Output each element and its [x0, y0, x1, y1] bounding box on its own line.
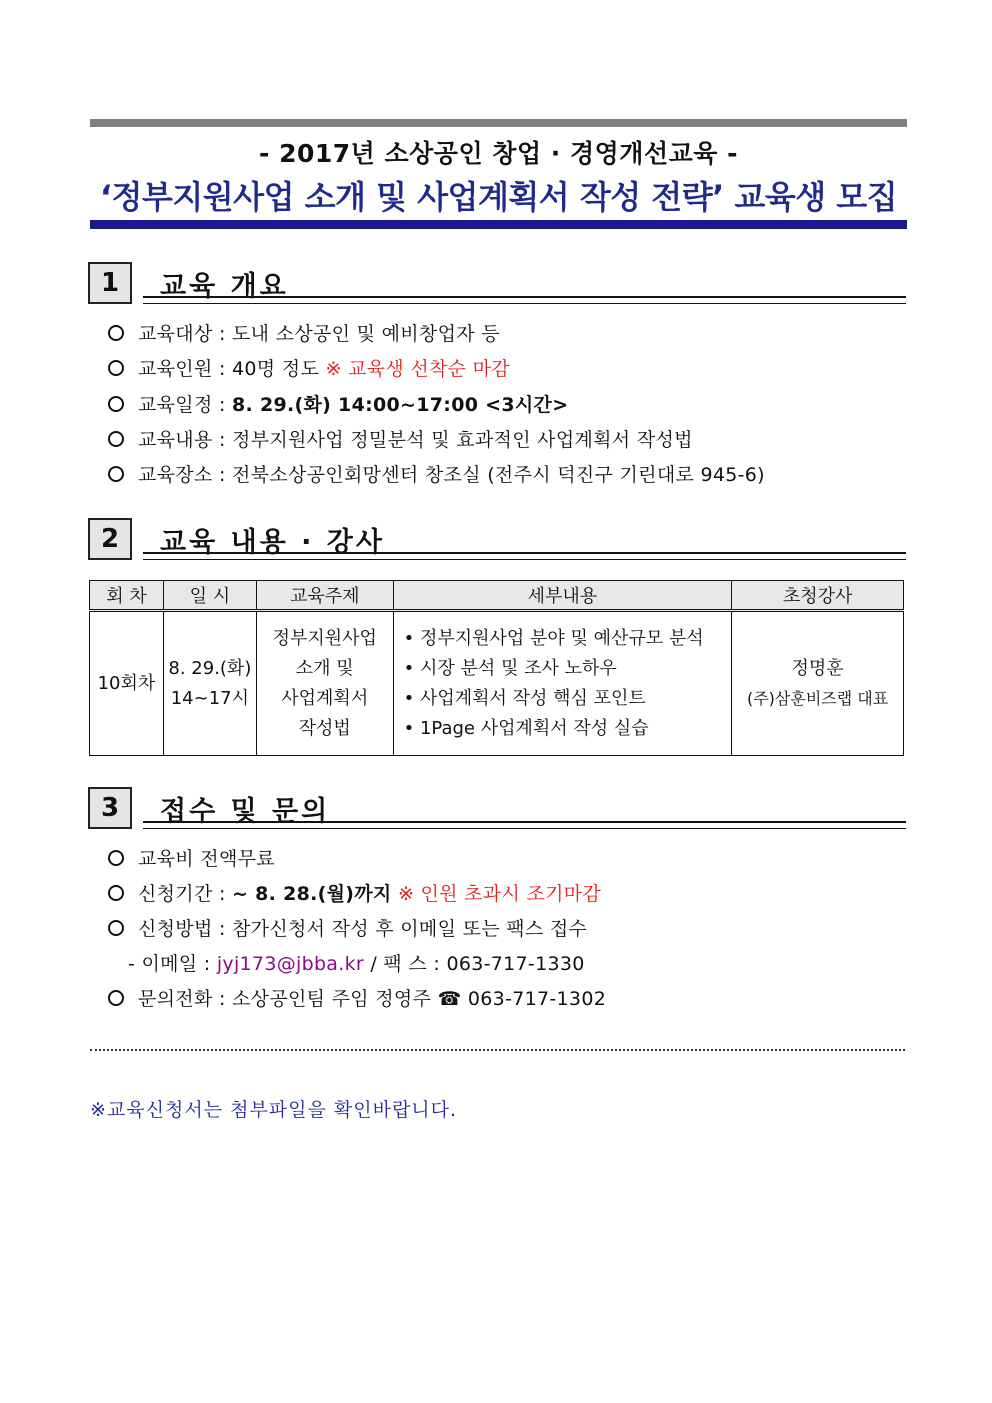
item-label: 문의전화 — [138, 988, 213, 1010]
circle-bullet-icon — [108, 360, 124, 376]
cell-date: 8. 29.(화) — [168, 657, 252, 679]
email-fax-item — [128, 949, 585, 976]
dotted-divider — [90, 1049, 905, 1051]
circle-bullet-icon — [108, 920, 124, 936]
cell-details — [393, 611, 732, 756]
section-3-header — [88, 787, 906, 829]
item-label: 교육대상 — [138, 323, 213, 345]
item-label: 신청기간 — [138, 883, 213, 905]
header-session: 회 차 — [90, 581, 164, 611]
detail-line: • 시장 분석 및 조사 노하우 — [403, 657, 617, 679]
table-row — [90, 611, 904, 756]
deadline-note: ※ 교육생 선착순 마감 — [325, 358, 510, 380]
item-label: 교육내용 — [138, 429, 213, 451]
period-value: ~ 8. 28.(월)까지 — [232, 883, 392, 905]
header-details: 세부내용 — [393, 581, 732, 611]
overview-item-target: 교육대상 : 도내 소상공인 및 예비창업자 등 — [108, 319, 500, 346]
topic-line: 사업계획서 — [281, 687, 369, 709]
overview-item-schedule: 교육일정 : 8. 29.(화) 14:00~17:00 <3시간> — [108, 390, 568, 417]
section-title: 접수 및 문의 — [160, 796, 331, 827]
method-item: 신청방법 : 참가신청서 작성 후 이메일 또는 팩스 접수 — [108, 914, 587, 941]
item-value: 40명 정도 — [232, 358, 320, 380]
item-value: 전북소상공인회망센터 창조실 (전주시 덕진구 기린대로 945-6) — [232, 464, 765, 486]
circle-bullet-icon — [108, 325, 124, 341]
table-header-row — [90, 581, 904, 611]
overview-item-venue: 교육장소 : 전북소상공인회망센터 창조실 (전주시 덕진구 기린대로 945-6) — [108, 460, 765, 487]
circle-bullet-icon — [108, 990, 124, 1006]
item-label: 교육일정 — [138, 394, 213, 416]
cell-instructor — [732, 611, 904, 756]
period-item: 신청기간 : ~ 8. 28.(월)까지 ※ 인원 초과시 조기마감 — [108, 879, 601, 906]
fax-number: 063-717-1330 — [446, 953, 585, 975]
circle-bullet-icon — [108, 885, 124, 901]
item-value: 도내 소상공인 및 예비창업자 등 — [232, 323, 500, 345]
cell-topic — [256, 611, 393, 756]
overview-item-headcount: 교육인원 : 40명 정도 ※ 교육생 선착순 마감 — [108, 354, 510, 381]
cell-time: 14~17시 — [170, 687, 250, 709]
circle-bullet-icon — [108, 396, 124, 412]
section-number: 3 — [88, 787, 132, 829]
detail-line: • 1Page 사업계획서 작성 실습 — [403, 717, 649, 739]
section-number: 2 — [88, 518, 132, 560]
top-gray-bar — [90, 119, 907, 127]
circle-bullet-icon — [108, 431, 124, 447]
cell-session: 10회차 — [90, 611, 164, 756]
section-rule — [143, 821, 906, 829]
section-2-header — [88, 518, 906, 560]
method-value: 참가신청서 작성 후 이메일 또는 팩스 접수 — [232, 918, 588, 940]
fee-item — [108, 844, 275, 871]
overview-item-content: 교육내용 : 정부지원사업 정밀분석 및 효과적인 사업계획서 작성법 — [108, 425, 693, 452]
contact-phone: 063-717-1302 — [467, 988, 607, 1010]
item-label: 교육인원 — [138, 358, 213, 380]
header-topic: 교육주제 — [256, 581, 393, 611]
item-value: 정부지원사업 정밀분석 및 효과적인 사업계획서 작성법 — [232, 429, 693, 451]
phone-icon: ☎ — [437, 988, 462, 1010]
email-label: - 이메일 : — [128, 953, 211, 975]
schedule-table — [89, 580, 904, 756]
title-line-1: - 2017년 소상공인 창업 · 경영개선교육 - — [258, 139, 738, 168]
item-label: 교육장소 — [138, 464, 213, 486]
section-rule — [143, 552, 906, 560]
contact-item: 문의전화 : 소상공인팀 주임 정영주 ☎ 063-717-1302 — [108, 984, 606, 1011]
attachment-notice: ※교육신청서는 첨부파일을 확인바랍니다. — [90, 1099, 458, 1121]
section-title: 교육 내용 · 강사 — [160, 527, 385, 558]
circle-bullet-icon — [108, 466, 124, 482]
title-line-2: ‘정부지원사업 소개 및 사업계획서 작성 전략’ 교육생 모집 — [99, 178, 898, 216]
header-instructor: 초청강사 — [732, 581, 904, 611]
detail-line: • 사업계획서 작성 핵심 포인트 — [403, 687, 646, 709]
fee-text: 교육비 전액무료 — [138, 848, 275, 870]
topic-line: 소개 및 — [295, 657, 354, 679]
section-title: 교육 개요 — [160, 271, 289, 302]
email-link[interactable]: jyj173@jbba.kr — [216, 953, 365, 975]
contact-value: 소상공인팀 주임 정영주 — [232, 988, 432, 1010]
instructor-org: (주)삼훈비즈랩 대표 — [746, 688, 889, 708]
section-number: 1 — [88, 262, 132, 304]
section-1-header — [88, 262, 906, 304]
cell-datetime — [163, 611, 256, 756]
topic-line: 작성법 — [298, 717, 351, 739]
circle-bullet-icon — [108, 850, 124, 866]
period-note: ※ 인원 초과시 조기마감 — [397, 883, 602, 905]
instructor-name: 정명훈 — [791, 657, 844, 679]
header-datetime: 일 시 — [163, 581, 256, 611]
title-blue-bar — [90, 220, 907, 229]
topic-line: 정부지원사업 — [272, 627, 377, 649]
item-value: 8. 29.(화) 14:00~17:00 <3시간> — [232, 394, 569, 416]
detail-line: • 정부지원사업 분야 및 예산규모 분석 — [403, 627, 704, 649]
item-label: 신청방법 — [138, 918, 213, 940]
section-rule — [143, 296, 906, 304]
fax-label: / 팩 스 : — [370, 953, 441, 975]
